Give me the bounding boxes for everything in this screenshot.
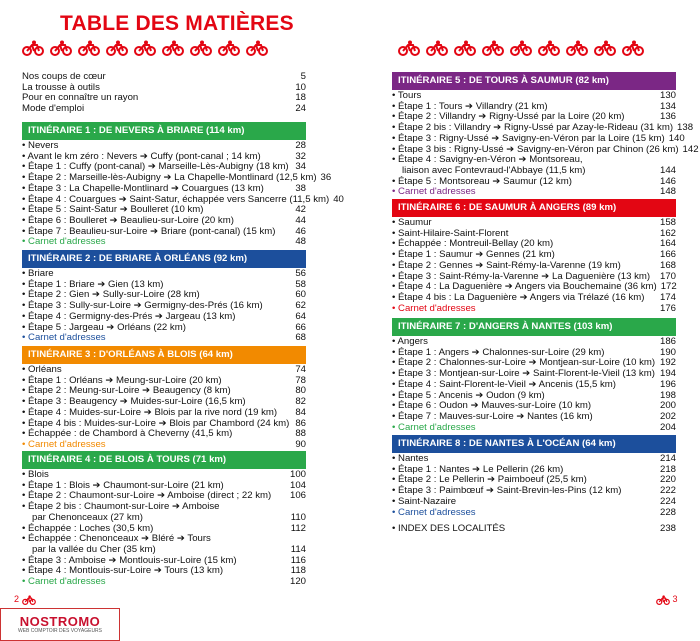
entry-page: 148 (659, 186, 676, 198)
entry-title: • Blois (22, 469, 49, 480)
page-title: TABLE DES MATIÈRES (60, 12, 294, 35)
entry-page: 40 (333, 193, 344, 205)
itinerary-header[interactable]: ITINÉRAIRE 8 : DE NANTES À L'OCÉAN (64 km) (392, 435, 676, 453)
intro-list (22, 72, 306, 115)
entry-page: 116 (290, 554, 306, 566)
entry-page: 220 (659, 474, 676, 486)
entry-page: 142 (682, 143, 699, 155)
entry-title: • Étape 4 : Germigny-des-Prés ➔ Jargeau (13 km) (22, 310, 236, 322)
entry-page: 120 (289, 576, 306, 588)
entry-page: 134 (659, 100, 676, 112)
entry-title: • Étape 4 : Savigny-en-Véron ➔ Montsoreau, (392, 154, 583, 166)
entry-page: 190 (659, 346, 676, 358)
carnet-entry[interactable] (392, 187, 676, 198)
entry-title: • Briare (22, 268, 54, 279)
entry-title: • Étape 1 : Tours ➔ Villandry (21 km) (392, 100, 548, 112)
entry-title: • Étape 2 : Meung-sur-Loire ➔ Beaugency (8 km) (22, 385, 231, 397)
entry-title: • Étape 1 : Nantes ➔ Le Pellerin (26 km) (392, 463, 564, 475)
entry-title: • Nevers (22, 140, 59, 151)
index-entry[interactable]: • INDEX DES LOCALITÉS 238 (392, 523, 676, 534)
entry-title: • Étape 3 : Montjean-sur-Loire ➔ Saint-Florent-le-Vieil (13 km) (392, 368, 655, 380)
entry-page: 88 (295, 428, 306, 440)
entry-page: 46 (295, 225, 306, 237)
entry-title: • Saumur (392, 217, 432, 228)
entry-page: 82 (295, 396, 306, 408)
entry-page: 130 (659, 90, 676, 101)
carnet-entry[interactable] (22, 237, 306, 248)
entry-title: • Étape 4 : Montlouis-sur-Loire ➔ Tours (13 km) (22, 565, 224, 577)
entry-page: 86 (295, 417, 306, 429)
entry-title: • Étape 5 : Saint-Satur ➔ Boulleret (10 km) (22, 204, 204, 216)
entry-title: • Échappée : Chenonceaux ➔ Bléré ➔ Tours (22, 533, 211, 545)
entry-title: par la vallée du Cher (35 km) (32, 543, 156, 555)
entry-title: • Échappée : Montreuil-Bellay (20 km) (392, 238, 554, 250)
entry-page: 198 (659, 389, 676, 401)
bike-icon (246, 40, 268, 61)
entry-page: 58 (295, 278, 306, 290)
entry-page: 60 (295, 289, 306, 301)
entry-page: 174 (659, 291, 676, 303)
entry-title: • Étape 3 : Beaugency ➔ Muides-sur-Loire (16,5 km) (22, 396, 246, 408)
carnet-entry[interactable] (22, 440, 306, 451)
nostromo-logo: NOSTROMO WEB COMPTOIR DES VOYAGEURS (0, 608, 120, 641)
entry-title: • Saint-Nazaire (392, 495, 457, 507)
entry-page: 204 (659, 421, 676, 433)
entry-title: • Orléans (22, 364, 62, 375)
entry-title: • Étape 1 : Orléans ➔ Meung-sur-Loire (20 km) (22, 374, 222, 386)
bike-icon (622, 40, 644, 61)
itinerary-header[interactable]: ITINÉRAIRE 1 : DE NEVERS À BRIARE (114 km) (22, 122, 306, 140)
entry-page: 110 (290, 511, 306, 523)
bike-icon (538, 40, 560, 61)
entry-title: • Étape 5 : Ancenis ➔ Oudon (9 km) (392, 389, 545, 401)
entry-page: 10 (295, 81, 306, 93)
itinerary-header[interactable]: ITINÉRAIRE 2 : DE BRIARE À ORLÉANS (92 km) (22, 250, 306, 268)
entry-page: 32 (295, 150, 306, 162)
entry-page: 114 (290, 543, 306, 555)
toc-entry[interactable] (392, 497, 676, 508)
entry-title: • Étape 2 : Villandry ➔ Rigny-Ussé par la Loire (20 km) (392, 111, 625, 123)
entry-page: 84 (295, 406, 306, 418)
entry-title: • Carnet d'adresses (22, 332, 106, 344)
bike-icon (594, 40, 616, 61)
entry-page: 80 (295, 385, 306, 397)
entry-page: 168 (659, 259, 676, 271)
entry-page: 176 (659, 302, 676, 314)
entry-page: 172 (660, 281, 677, 293)
entry-title: • Étape 2 bis : Villandry ➔ Rigny-Ussé par Azay-le-Rideau (31 km) (392, 122, 674, 134)
entry-title: • Étape 3 : Sully-sur-Loire ➔ Germigny-des-Prés (16 km) (22, 300, 263, 312)
entry-page: 218 (659, 463, 676, 475)
entry-page: 196 (659, 378, 676, 390)
entry-page: 166 (659, 249, 676, 261)
carnet-entry[interactable] (392, 508, 676, 519)
entry-page: 34 (295, 161, 306, 173)
toc-entry[interactable] (22, 104, 306, 115)
itinerary-section (392, 435, 676, 518)
carnet-entry[interactable] (22, 333, 306, 344)
entry-page: 170 (659, 270, 676, 282)
itinerary-section (392, 72, 699, 198)
entry-page: 5 (300, 71, 306, 82)
entry-title: • Étape 3 : Paimbœuf ➔ Saint-Brevin-les-Pins (12 km) (392, 485, 622, 497)
bike-icon (22, 40, 44, 61)
entry-title: Pour en connaître un rayon (22, 92, 139, 104)
entry-page: 224 (659, 495, 676, 507)
entry-title: • Étape 1 : Blois ➔ Chaumont-sur-Loire (21 km) (22, 479, 224, 491)
bike-icon (134, 40, 156, 61)
bike-icon (218, 40, 240, 61)
entry-title: • Étape 4 : Muides-sur-Loire ➔ Blois par la rive nord (19 km) (22, 406, 278, 418)
entry-page: 136 (659, 111, 676, 123)
entry-page: 162 (659, 227, 676, 239)
itinerary-section (392, 318, 676, 433)
entry-title: • Étape 4 : Saint-Florent-le-Vieil ➔ Ancenis (15,5 km) (392, 378, 616, 390)
entry-title: • Étape 3 : Rigny-Ussé ➔ Savigny-en-Véron par la Loire (15 km) (392, 132, 665, 144)
itinerary-section (22, 451, 306, 588)
bike-icon (656, 595, 670, 605)
entry-title: • Étape 2 : Gien ➔ Sully-sur-Loire (28 km) (22, 289, 200, 301)
bike-icon (78, 40, 100, 61)
entry-page: 42 (295, 204, 306, 216)
bike-icons-right (398, 40, 644, 61)
entry-page: 18 (295, 92, 306, 104)
entry-title: • Étape 6 : Boulleret ➔ Beaulieu-sur-Loire (20 km) (22, 214, 234, 226)
entry-title: • Carnet d'adresses (392, 421, 476, 433)
entry-title: • Étape 1 : Cuffy (pont-canal) ➔ Marseille-Lès-Aubigny (18 km) (22, 161, 289, 173)
entry-page: 104 (289, 479, 306, 491)
toc-entry[interactable] (22, 408, 306, 419)
entry-page: 144 (659, 164, 676, 176)
bike-icon (510, 40, 532, 61)
entry-page: 36 (320, 172, 332, 184)
entry-page: 228 (659, 506, 676, 518)
toc-entry[interactable] (392, 132, 685, 145)
itinerary-section (22, 250, 306, 344)
entry-title: par Chenonceaux (27 km) (32, 511, 143, 523)
bike-icon (50, 40, 72, 61)
itinerary-section (392, 199, 676, 314)
entry-title: • Étape 1 : Angers ➔ Chalonnes-sur-Loire (29 km) (392, 346, 605, 358)
entry-page: 44 (295, 214, 306, 226)
entry-page: 118 (290, 565, 306, 577)
entry-page: 68 (295, 332, 306, 344)
entry-title: • Étape 2 : Chaumont-sur-Loire ➔ Amboise (direct ; 22 km) (22, 490, 272, 502)
entry-title: • Saint-Hilaire-Saint-Florent (392, 227, 509, 239)
entry-title: La trousse à outils (22, 81, 100, 93)
entry-title: • Carnet d'adresses (22, 438, 106, 450)
entry-title: • Étape 2 : Chalonnes-sur-Loire ➔ Montjean-sur-Loire (10 km) (392, 357, 656, 369)
entry-page: 66 (295, 321, 306, 333)
entry-title: liaison avec Fontevraud-l'Abbaye (11,5 km) (402, 164, 586, 176)
entry-page: 194 (659, 368, 676, 380)
page-number-left: 2 (14, 594, 36, 605)
entry-title: • Étape 7 : Mauves-sur-Loire ➔ Nantes (16 km) (392, 410, 593, 422)
entry-page: 112 (290, 522, 306, 534)
entry-page: 48 (295, 236, 306, 248)
bike-icon (106, 40, 128, 61)
bike-icon (162, 40, 184, 61)
bike-icons-left (22, 40, 268, 61)
carnet-entry[interactable] (392, 423, 676, 434)
itinerary-header[interactable]: ITINÉRAIRE 6 : DE SAUMUR À ANGERS (89 km) (392, 199, 676, 217)
entry-title: Mode d'emploi (22, 103, 85, 115)
entry-page: 74 (295, 364, 306, 375)
entry-title: • Étape 5 : Montsoreau ➔ Saumur (12 km) (392, 175, 572, 187)
entry-page: 200 (659, 400, 676, 412)
bike-icon (190, 40, 212, 61)
entry-title: • Étape 4 bis : Muides-sur-Loire ➔ Blois par Chambord (24 km) (22, 417, 290, 429)
entry-page: 158 (659, 217, 676, 228)
entry-title: • Échappée : Loches (30,5 km) (22, 522, 154, 534)
entry-page: 56 (295, 268, 306, 279)
entry-page: 64 (295, 310, 306, 322)
entry-page: 202 (659, 410, 676, 422)
carnet-entry[interactable] (392, 304, 676, 315)
entry-page: 28 (295, 140, 306, 151)
entry-title: • Carnet d'adresses (392, 506, 476, 518)
bike-icon (454, 40, 476, 61)
entry-title: • Nantes (392, 453, 429, 464)
entry-title: • Étape 5 : Jargeau ➔ Orléans (22 km) (22, 321, 186, 333)
entry-page: 146 (659, 175, 676, 187)
entry-title: • Étape 2 : Le Pellerin ➔ Paimboeuf (25,5 km) (392, 474, 587, 486)
page-number-right: 3 (656, 594, 678, 605)
entry-title: • Étape 4 : La Daguenière ➔ Angers via Bouchemaine (36 km) (392, 281, 657, 293)
bike-icon (22, 595, 36, 605)
itinerary-header[interactable]: ITINÉRAIRE 4 : DE BLOIS À TOURS (71 km) (22, 451, 306, 469)
entry-title: • Carnet d'adresses (392, 186, 476, 198)
entry-title: • Étape 3 : La Chapelle-Montlinard ➔ Couargues (13 km) (22, 182, 264, 194)
entry-page: 164 (659, 238, 676, 250)
carnet-entry[interactable] (22, 577, 306, 588)
entry-page: 62 (295, 300, 306, 312)
entry-title: • Carnet d'adresses (22, 576, 106, 588)
entry-title: • Carnet d'adresses (22, 236, 106, 248)
entry-title: • Étape 4 bis : La Daguenière ➔ Angers via Trélazé (16 km) (392, 291, 645, 303)
entry-page: 24 (295, 103, 306, 115)
entry-title: • Étape 3 bis : Rigny-Ussé ➔ Savigny-en-Véron par Chinon (26 km) (392, 143, 679, 155)
itinerary-header[interactable]: ITINÉRAIRE 3 : D'ORLÉANS À BLOIS (64 km) (22, 346, 306, 364)
entry-title: • Étape 7 : Beaulieu-sur-Loire ➔ Briare (pont-canal) (15 km) (22, 225, 276, 237)
itinerary-section (22, 122, 344, 248)
bike-icon (566, 40, 588, 61)
entry-page: 78 (295, 374, 306, 386)
entry-title: • Étape 2 : Marseille-lès-Aubigny ➔ La Chapelle-Montlinard (12,5 km) (22, 172, 317, 184)
entry-page: 138 (677, 122, 694, 134)
bike-icon (482, 40, 504, 61)
entry-title: Nos coups de cœur (22, 71, 106, 82)
entry-page: 214 (659, 453, 676, 464)
entry-title: • Étape 2 : Gennes ➔ Saint-Rémy-la-Varenne (19 km) (392, 259, 621, 271)
toc-entry[interactable] (22, 312, 306, 323)
entry-title: • Carnet d'adresses (392, 302, 476, 314)
entry-page: 90 (295, 438, 306, 450)
toc-entry[interactable] (392, 380, 676, 391)
entry-title: • Étape 2 bis : Chaumont-sur-Loire ➔ Amboise (22, 501, 220, 513)
entry-page: 186 (659, 336, 676, 347)
entry-title: • Angers (392, 336, 428, 347)
entry-page: 222 (659, 485, 676, 497)
bike-icon (426, 40, 448, 61)
entry-title: • Étape 4 : Couargues ➔ Saint-Satur, échappée vers Sancerre (11,5 km) (22, 193, 330, 205)
toc-entry[interactable] (22, 513, 306, 524)
toc-entry[interactable] (392, 261, 676, 272)
entry-title: • Étape 6 : Oudon ➔ Mauves-sur-Loire (10 km) (392, 400, 592, 412)
entry-page: 100 (289, 469, 306, 480)
itinerary-header[interactable]: ITINÉRAIRE 7 : D'ANGERS À NANTES (103 km) (392, 318, 676, 336)
entry-title: • Étape 1 : Briare ➔ Gien (13 km) (22, 278, 164, 290)
toc-entry[interactable] (22, 184, 306, 195)
bike-icon (398, 40, 420, 61)
entry-title: • Tours (392, 90, 422, 101)
entry-page: 140 (668, 132, 685, 144)
entry-page: 192 (659, 357, 676, 369)
entry-page: 106 (289, 490, 306, 502)
entry-title: • Étape 3 : Saint-Rémy-la-Varenne ➔ La Daguenière (13 km) (392, 270, 651, 282)
entry-title: • Avant le km zéro : Nevers ➔ Cuffy (pont-canal ; 14 km) (22, 150, 261, 162)
itinerary-section (22, 346, 306, 451)
entry-title: • Étape 1 : Saumur ➔ Gennes (21 km) (392, 249, 555, 261)
entry-page: 38 (295, 182, 306, 194)
entry-title: • Échappée : de Chambord à Cheverny (41,5 km) (22, 428, 233, 440)
itinerary-header[interactable]: ITINÉRAIRE 5 : DE TOURS À SAUMUR (82 km) (392, 72, 676, 90)
entry-title: • Étape 3 : Amboise ➔ Montlouis-sur-Loire (15 km) (22, 554, 237, 566)
